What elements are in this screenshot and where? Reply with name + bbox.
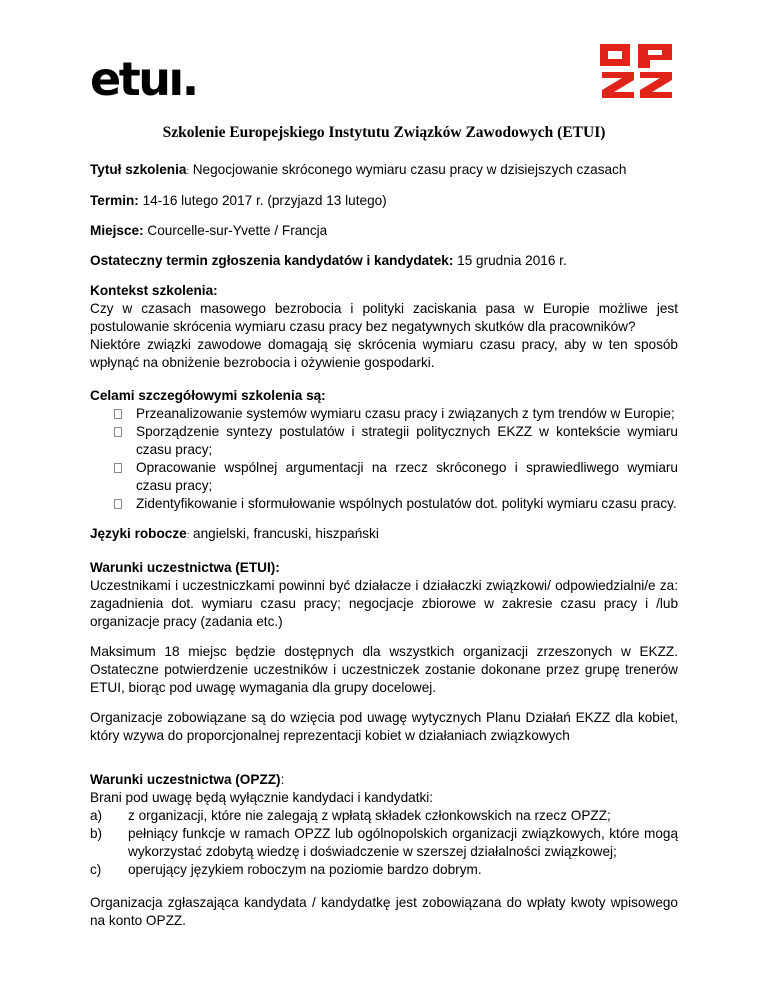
goals-heading: Celami szczegółowymi szkolenia są: <box>90 388 326 403</box>
etui-logo: etuı. <box>90 52 197 106</box>
bullet-box-icon <box>114 499 122 509</box>
languages-line: Języki robocze: angielski, francuski, hiszpański <box>90 526 379 541</box>
etui-conditions-paragraph-3: Organizacje zobowiązane są do wzięcia pod uwagę wytycznych Planu Działań EKZZ dla kobiet, który wzywa do proporcjonalnej reprezentacji kobiet w działaniach związkowych <box>90 710 678 743</box>
training-title-line: Tytuł szkolenia: Negocjowanie skróconego wymiaru czasu pracy w dzisiejszych czasach <box>90 162 627 177</box>
bullet-box-icon <box>114 409 122 419</box>
bullet-box-icon <box>114 463 122 473</box>
opzz-conditions-intro: Brani pod uwagę będą wyłącznie kandydaci i kandydatki: <box>90 790 434 805</box>
list-item: Przeanalizowanie systemów wymiaru czasu pracy i związanych z tym trendów w Europie; <box>90 405 678 423</box>
context-paragraph-2: Niektóre związki zawodowe domagają się skrócenia wymiaru czasu pracy, aby w ten sposób wpłynąć na obniżenie bezrobocia i ożywienie gospodarki. <box>90 337 678 370</box>
place-line: Miejsce: Courcelle-sur-Yvette / Francja <box>90 223 328 238</box>
context-paragraph-1: Czy w czasach masowego bezrobocia i polityki zaciskania pasa w Europie możliwe jest postulowanie skrócenia wymiaru czasu pracy bez negatywnych skutków dla pracowników? <box>90 301 678 334</box>
list-item: c) operujący językiem roboczym na poziomie bardzo dobrym. <box>90 862 482 877</box>
etui-conditions-heading: Warunki uczestnictwa (ETUI): <box>90 560 280 575</box>
date-line: Termin: 14-16 lutego 2017 r. (przyjazd 13 lutego) <box>90 193 387 208</box>
opzz-final-paragraph: Organizacja zgłaszająca kandydata / kandydatkę jest zobowiązana do wpłaty kwoty wpisowego na konto OPZZ. <box>90 895 678 928</box>
opzz-conditions-list <box>90 807 678 879</box>
document-title: Szkolenie Europejskiego Instytutu Związków Zawodowych (ETUI) <box>162 124 606 141</box>
list-item: Sporządzenie syntezy postulatów i strategii politycznych EKZZ w kontekście wymiaru czasu pracy; <box>90 423 678 459</box>
list-item: a) z organizacji, które nie zalegają z wpłatą składek członkowskich na rzecz OPZZ; <box>90 808 611 823</box>
opzz-conditions-heading: Warunki uczestnictwa (OPZZ): <box>90 772 285 787</box>
bullet-box-icon <box>114 427 122 437</box>
deadline-line: Ostateczny termin zgłoszenia kandydatów i kandydatek: 15 grudnia 2016 r. <box>90 253 567 268</box>
etui-conditions-paragraph-2: Maksimum 18 miejsc będzie dostępnych dla wszystkich organizacji zrzeszonych w EKZZ. Ostateczne potwierdzenie uczestników i uczestniczek zostanie dokonane przez grupę trenerów ETUI, biorąc pod uwagę wymagania dla grupy docelowej. <box>90 644 678 695</box>
list-item: Zidentyfikowanie i sformułowanie wspólnych postulatów dot. polityki wymiaru czasu pracy. <box>90 495 678 513</box>
context-heading: Kontekst szkolenia: <box>90 283 218 298</box>
list-item: Opracowanie wspólnej argumentacji na rzecz skróconego i sprawiedliwego wymiaru czasu pracy; <box>90 459 678 495</box>
list-item: b) pełniący funkcje w ramach OPZZ lub ogólnopolskich organizacji związkowych, które mogą wykorzystać zdobytą wiedzę i doświadczenie w szerszej działalności związkowej; <box>90 826 678 859</box>
etui-conditions-paragraph-1: Uczestnikami i uczestniczkami powinni być działacze i działaczki związkowi/ odpowiedzialni/e za: zagadnienia dot. wymiaru czasu pracy; negocjacje zbiorowe w zakresie czasu pracy i /lub organizacje pracy (zadania etc.) <box>90 578 678 629</box>
opzz-logo <box>598 42 676 100</box>
goals-list <box>90 405 678 513</box>
document-body <box>90 161 678 930</box>
